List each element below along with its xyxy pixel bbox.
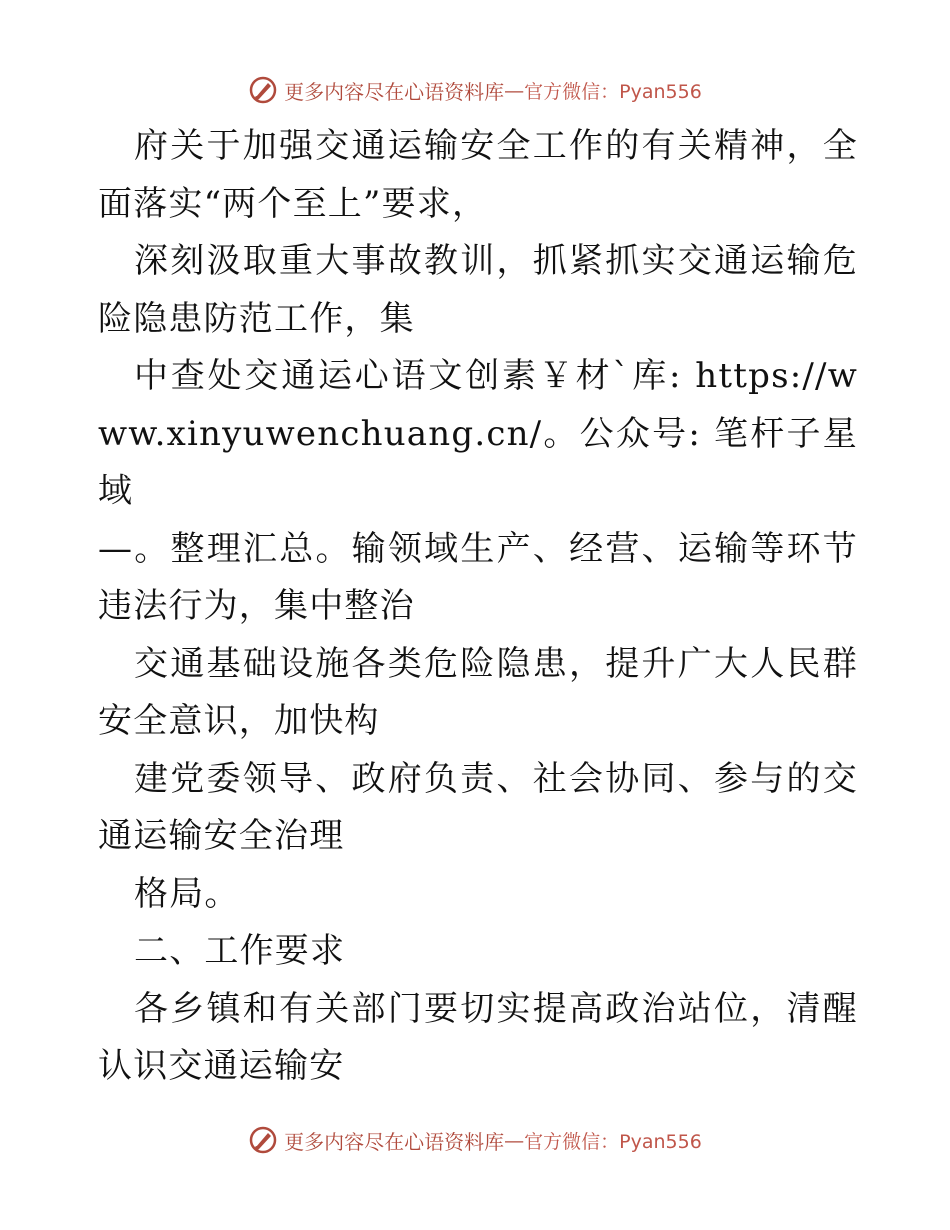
paragraph-1: 府关于加强交通运输安全工作的有关精神，全面落实“两个至上”要求，: [98, 126, 858, 224]
footer-watermark: [0, 1120, 950, 1160]
paragraph-6: 建党委领导、政府负责、社会协同、参与的交通运输安全治理: [98, 758, 858, 856]
paragraph-3: 中查处交通运心语文创素￥材`库: https://www.xinyuwenchuang.cn/。公众号: 笔杆子星域: [98, 356, 858, 511]
watermark-main: 更多内容尽在心语资料库: [284, 79, 505, 104]
document-body: [98, 118, 858, 1096]
section-heading: 二、工作要求: [134, 931, 346, 971]
pen-logo-icon: [248, 1125, 278, 1155]
paragraph-8: 各乡镇和有关部门要切实提高政治站位，清醒认识交通运输安: [98, 988, 858, 1086]
header-watermark: [0, 70, 950, 110]
watermark-main: 更多内容尽在心语资料库: [284, 1129, 505, 1154]
paragraph-7: 格局。: [134, 873, 240, 914]
watermark-dash: —: [504, 1128, 525, 1152]
paragraph-5: 交通基础设施各类危险隐患，提升广大人民群安全意识，加快构: [98, 643, 858, 741]
pen-logo-icon: [248, 75, 278, 105]
watermark-tail: 官方微信：Pyan556: [524, 1130, 702, 1153]
watermark-tail: 官方微信：Pyan556: [524, 80, 702, 103]
watermark-dash: —: [504, 78, 525, 102]
paragraph-4: —。整理汇总。输领域生产、经营、运输等环节违法行为，集中整治: [98, 528, 858, 626]
paragraph-2: 深刻汲取重大事故教训，抓紧抓实交通运输危险隐患防范工作，集: [98, 241, 858, 339]
